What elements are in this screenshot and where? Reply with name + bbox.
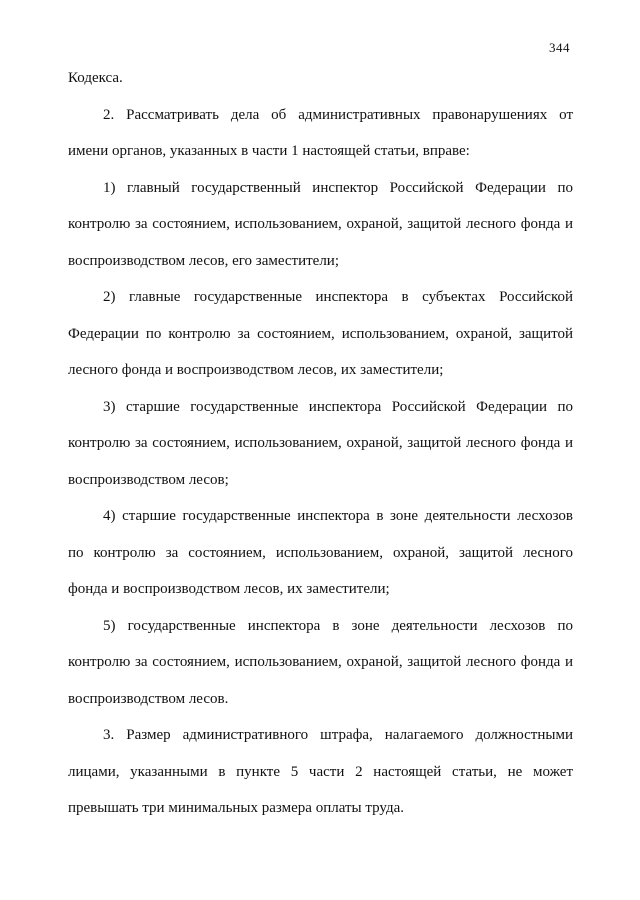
- text-line: 5) государственные инспектора в зоне деятельности лесхозов по: [103, 617, 573, 634]
- text-line: воспроизводством лесов, его заместители;: [68, 252, 340, 269]
- text-line: лицами, указанными в пункте 5 части 2 настоящей статьи, не может: [68, 763, 573, 780]
- text-line: контролю за состоянием, использованием, охраной, защитой лесного фонда и: [68, 654, 573, 670]
- text-line: Федерации по контролю за состоянием, использованием, охраной, защитой: [68, 325, 573, 342]
- document-body: [68, 60, 573, 827]
- text-line: 2. Рассматривать дела об административных правонарушениях от: [103, 106, 573, 123]
- text-line: по контролю за состоянием, использованием, охраной, защитой лесного: [68, 544, 573, 561]
- text-line: 3. Размер административного штрафа, налагаемого должностными: [103, 727, 573, 743]
- text-line: превышать три минимальных размера оплаты труда.: [68, 800, 404, 816]
- text-line: лесного фонда и воспроизводством лесов, их заместители;: [68, 362, 444, 378]
- text-line: контролю за состоянием, использованием, охраной, защитой лесного фонда и: [68, 216, 573, 232]
- text-line: 3) старшие государственные инспектора Российской Федерации по: [103, 398, 573, 415]
- text-line: фонда и воспроизводством лесов, их заместители;: [68, 581, 390, 597]
- text-line: 2) главные государственные инспектора в субъектах Российской: [103, 289, 573, 305]
- text-line: воспроизводством лесов;: [68, 471, 229, 488]
- text-line: Кодекса.: [68, 70, 123, 86]
- text-line: 1) главный государственный инспектор Российской Федерации по: [103, 179, 573, 196]
- text-line: контролю за состоянием, использованием, охраной, защитой лесного фонда и: [68, 435, 573, 451]
- page-number: 344: [549, 40, 570, 55]
- text-line: имени органов, указанных в части 1 настоящей статьи, вправе:: [68, 143, 470, 159]
- text-line: воспроизводством лесов.: [68, 690, 229, 707]
- text-line: 4) старшие государственные инспектора в зоне деятельности лесхозов: [103, 508, 573, 524]
